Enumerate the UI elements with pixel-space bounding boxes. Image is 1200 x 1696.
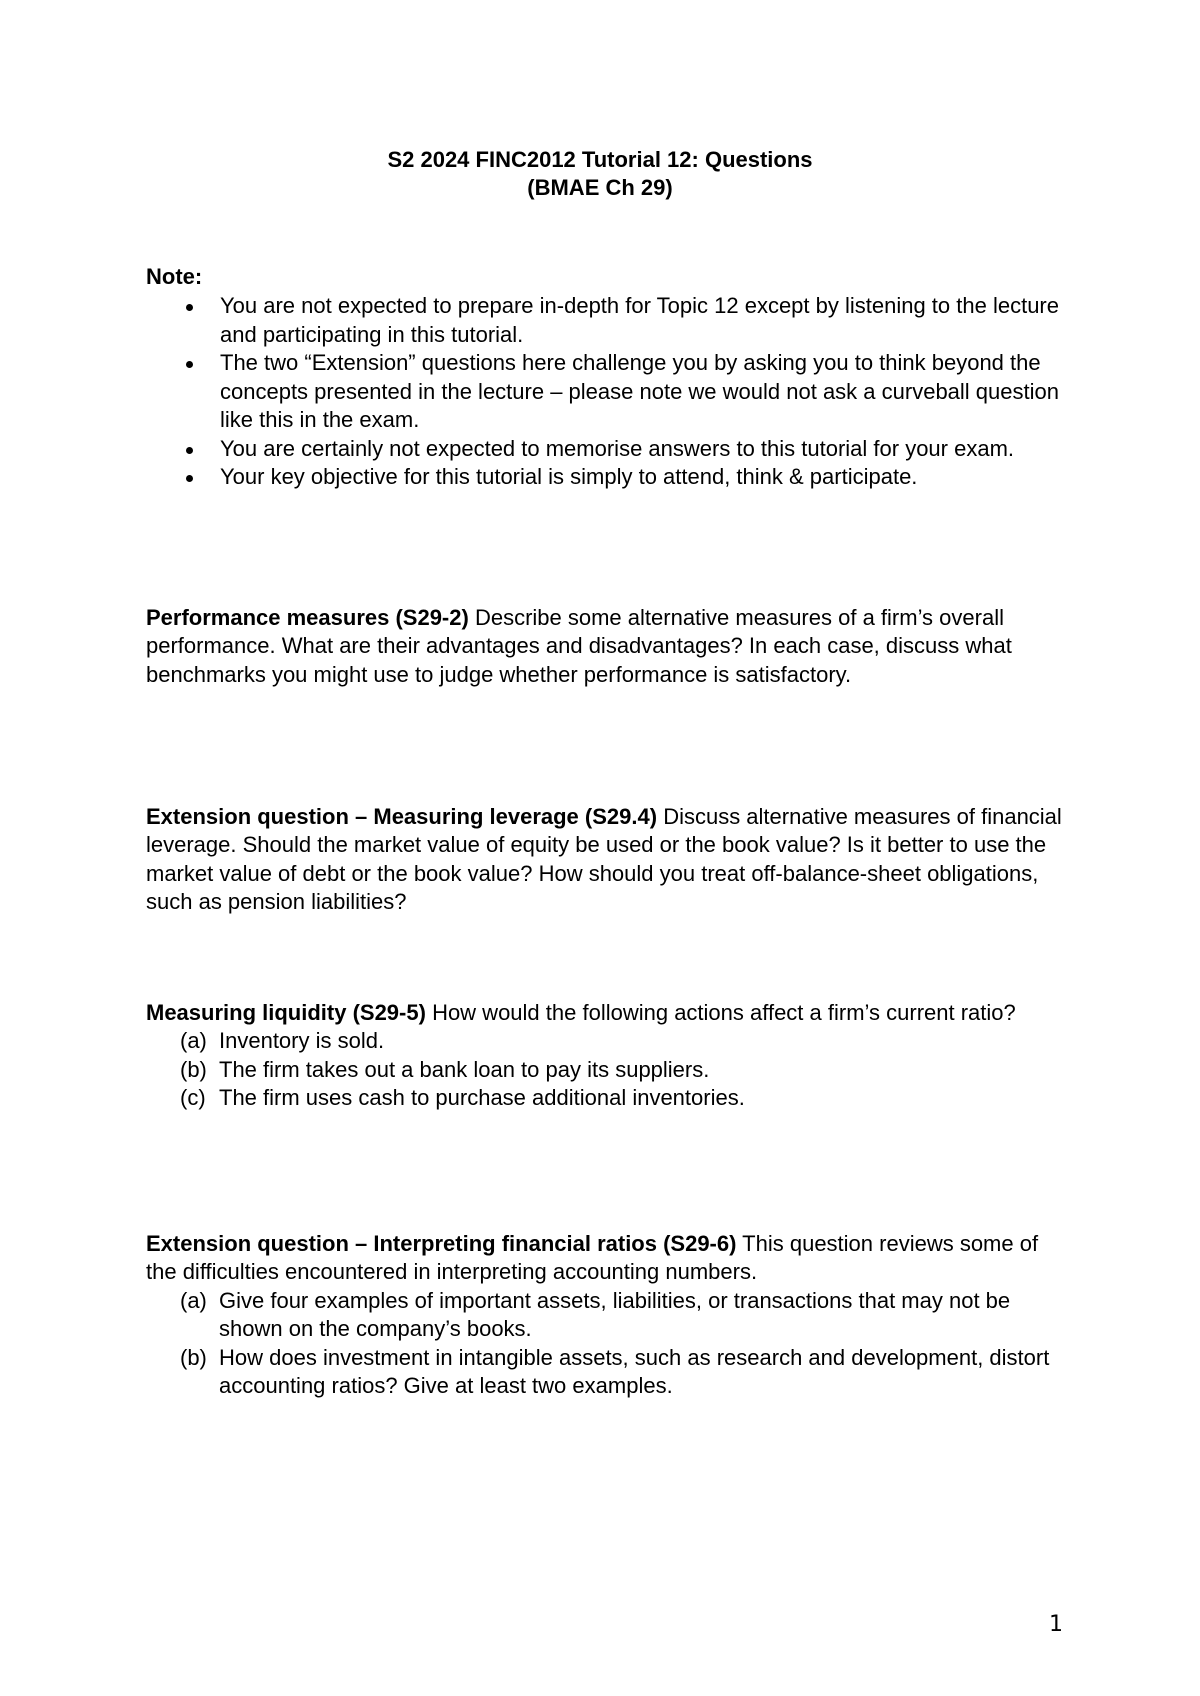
subitem-text: Give four examples of important assets, liabilities, or transactions that may not be shown on the company’s books. — [219, 1287, 1011, 1342]
question-measuring-liquidity — [146, 999, 1066, 1113]
bullet-icon — [186, 304, 193, 311]
question-subitems — [146, 1287, 1066, 1401]
subitem-text: The firm uses cash to purchase additional inventories. — [219, 1085, 745, 1111]
question-measuring-leverage — [146, 803, 1066, 917]
subitem-label: (a) — [180, 1028, 207, 1054]
question-heading: Performance measures (S29-2) — [146, 605, 469, 630]
question-subitem — [146, 1084, 1066, 1112]
question-heading: Extension question – Measuring leverage (S29.4) — [146, 804, 658, 829]
subitem-text: How does investment in intangible assets, such as research and development, distort accounting ratios? Give at least two examples. — [219, 1344, 1050, 1399]
question-subitem — [146, 1027, 1066, 1055]
note-bullet — [146, 435, 1086, 464]
bullet-icon — [186, 447, 193, 454]
note-bullet — [146, 292, 1086, 349]
question-subitem — [146, 1056, 1066, 1084]
note-label: Note: — [146, 264, 203, 289]
subitem-text: Inventory is sold. — [219, 1028, 385, 1054]
note-bullet-list — [146, 292, 1086, 492]
question-performance-measures — [146, 604, 1066, 689]
question-heading: Extension question – Interpreting financial ratios (S29-6) — [146, 1231, 737, 1256]
subitem-label: (c) — [180, 1085, 206, 1111]
question-interpreting-ratios — [146, 1230, 1066, 1400]
note-bullet-text: You are certainly not expected to memorise answers to this tutorial for your exam. — [220, 435, 1015, 461]
note-bullet-text: Your key objective for this tutorial is simply to attend, think & participate. — [220, 464, 918, 489]
subitem-label: (a) — [180, 1287, 207, 1313]
question-subitems — [146, 1027, 1066, 1112]
question-heading: Measuring liquidity (S29-5) — [146, 1000, 426, 1025]
question-text: Describe some alternative measures of a firm’s overall performance. What are their advantages and disadvantages? In each case, discuss what benchmarks you might use to judge whether performance is satisfactory. — [146, 605, 1012, 687]
subitem-text: The firm takes out a bank loan to pay its suppliers. — [219, 1056, 710, 1082]
page-number: 1 — [1049, 1612, 1063, 1637]
bullet-icon — [186, 475, 193, 482]
question-subitem — [146, 1344, 1066, 1401]
bullet-icon — [186, 361, 193, 368]
page-subtitle: (BMAE Ch 29) — [527, 175, 673, 200]
note-bullet — [146, 463, 1086, 492]
note-bullet — [146, 349, 1086, 435]
subitem-label: (b) — [180, 1344, 207, 1370]
note-bullet-text: You are not expected to prepare in-depth for Topic 12 except by listening to the lecture and participating in this tutorial. — [220, 293, 1059, 347]
question-subitem — [146, 1287, 1066, 1344]
question-text: How would the following actions affect a firm’s current ratio? — [432, 1000, 1016, 1025]
note-bullet-text: The two “Extension” questions here challenge you by asking you to think beyond the concepts presented in the lecture – please note we would not ask a curveball question like this in the exam. — [220, 350, 1059, 432]
question-text: This question reviews some of the difficulties encountered in interpreting accounting numbers. — [146, 1231, 1039, 1285]
page-title: S2 2024 FINC2012 Tutorial 12: Questions — [387, 147, 813, 172]
subitem-label: (b) — [180, 1056, 207, 1082]
question-text: Discuss alternative measures of financial leverage. Should the market value of equity be used or the book value? Is it better to use the market value of debt or the book value? How should you treat off-balance-sheet obligations, such as pension liabilities? — [146, 804, 1062, 915]
